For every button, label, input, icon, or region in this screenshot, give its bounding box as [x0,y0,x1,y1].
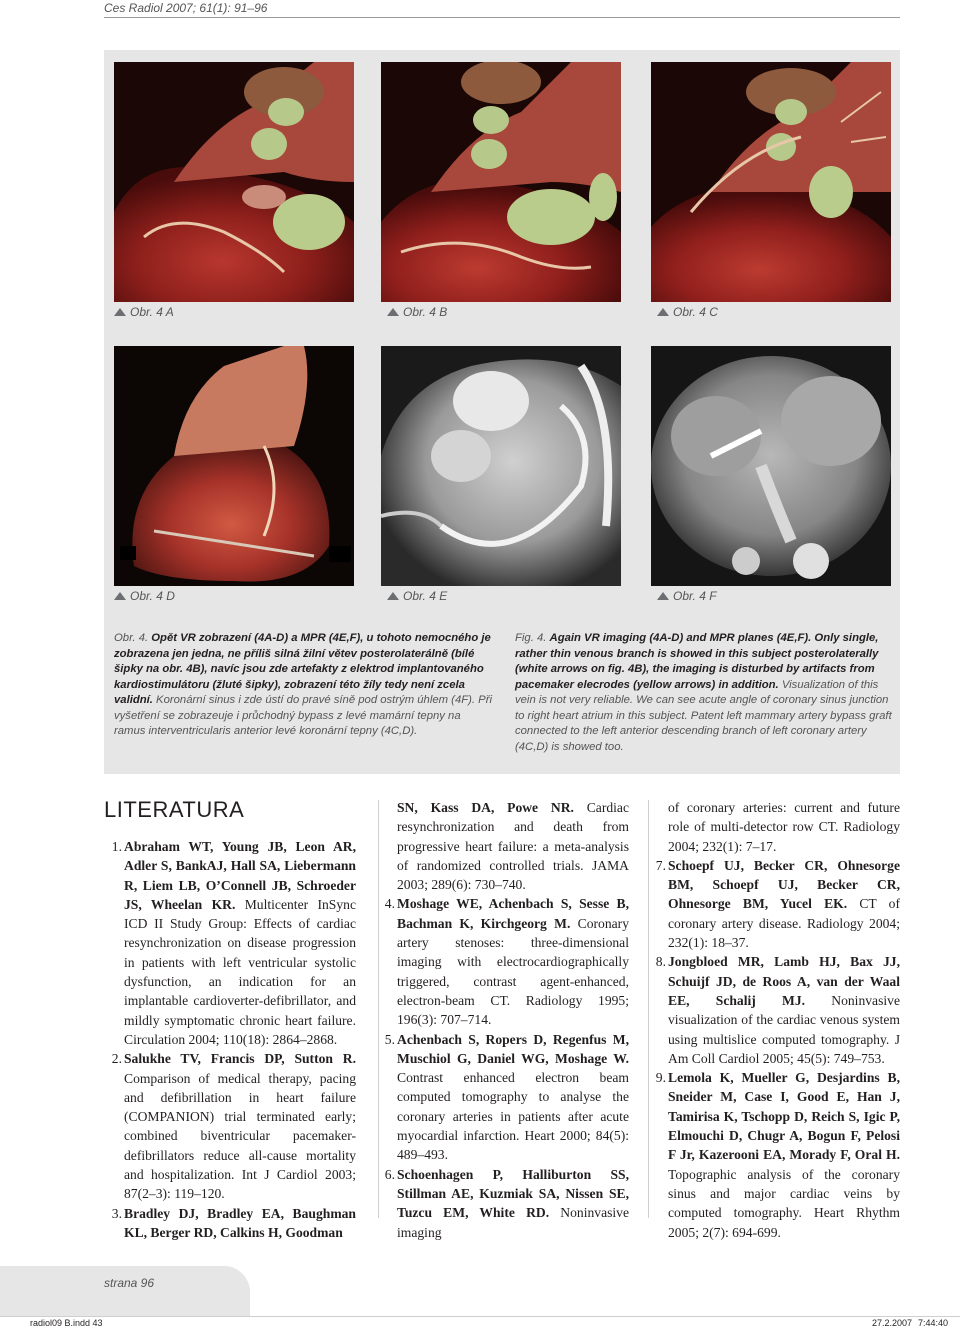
slug-time: 7:44:40 [918,1318,949,1328]
literatura-heading: LITERATURA [104,797,245,822]
references-column-3 [648,798,900,1242]
figure-4c-vr-image [651,62,891,302]
triangle-icon [387,308,399,316]
reference-text: Multicenter InSync ICD II Study Group: Effects of cardiac resynchronization on disease progression in patients with left ventricular systolic dysfunction, an indication for an implantable cardioverter-defibrillator, and mildly symptomatic chronic heart failure. Circulation 2004; 110(18): 2864–2868. [124,896,356,1047]
reference-authors: Schoepf UJ, Becker CR, Ohnesorge BM, Schoepf UJ, Becker CR, Ohnesorge BM, Yucel EK. [668,857,900,912]
reference-number: 3. [111,1205,122,1221]
reference-authors: Schoenhagen P, Halliburton SS, Stillman AE, Kuzmiak SA, Nissen SE, Tuzcu EM, White RD. [397,1166,629,1221]
reference-number: 7. [655,857,666,873]
references-column-2 [377,798,629,1242]
reference-item [377,894,629,1029]
figure-4b-vr-image [381,62,621,302]
reference-text: Noninvasive imaging [397,1205,629,1240]
figure-caption-english: Fig. 4. Again VR imaging (4A-D) and MPR planes (4E,F). Only single, rather thin venous branch is showed in this subject posterolaterally (white arrows on fig. 4B), the imaging is disturbed by artifacts from pacemaker elecrodes (yellow arrows) in addition. Visualization of this vein is not very reliable. We can see acute angle of coronary sinus junction to right heart atrium in this subject. Patent left mammary artery bypass graft connected to the left anterior descending branch of left coronary artery (4C,D) is showed too. [515,632,892,753]
reference-text: Comparison of medical therapy, pacing and defibrillation in heart failure (COMPANION) trial terminated early; combined biventricular pacemaker-defibrillators reduce all-cause mortality and hospitalization. Int J Cardiol 2003; 87(2–3): 119–120. [124,1070,356,1202]
reference-number: 6. [384,1166,395,1182]
figure-4d-label: Obr. 4 D [114,589,175,603]
figure-4f-label: Obr. 4 F [657,589,717,603]
figure-4d-vr-image [114,346,354,586]
page-number-tab [0,1266,250,1316]
reference-number: 9. [655,1070,666,1086]
reference-authors: Bradley DJ, Bradley EA, Baughman KL, Berger RD, Calkins H, Goodman [124,1205,356,1240]
reference-text: Topographic analysis of the coronary sinus and major cardiac veins by computed tomography. Heart Rhythm 2005; 2(7): 694-699. [668,1166,900,1240]
triangle-icon [114,592,126,600]
reference-authors: Achenbach S, Ropers D, Regenfus M, Muschiol G, Daniel WG, Moshage W. [397,1031,629,1066]
reference-text: Noninvasive visualization of the cardiac venous system using multislice computed tomography. J Am Coll Cardiol 2005; 45(5): 749–753. [668,992,900,1066]
reference-text: Coronary artery stenoses: three-dimensional imaging with electrocardiographically triggered, contrast agent-enhanced, electron-beam CT. Radiology 1995; 196(3): 707–714. [397,915,629,1028]
reference-item [104,1049,356,1203]
reference-item [648,798,900,856]
reference-authors: Salukhe TV, Francis DP, Sutton R. [124,1051,356,1067]
reference-authors: Lemola K, Mueller G, Desjardins B, Sneider M, Case I, Good E, Han J, Tamirisa K, Tschopp D, Reich S, Igic P, Elmouchi D, Chugr A, Bogun F, Pelosi F Jr, Kazerooni EA, Morady F, Oral H. [668,1070,900,1163]
slug-filename: radiol09 B.indd 43 [30,1318,103,1328]
triangle-icon [657,592,669,600]
heart-vr-render-c [651,62,891,302]
reference-number: 2. [111,1051,122,1067]
figure-4c-label: Obr. 4 C [657,305,718,319]
heart-vr-render-b [381,62,621,302]
slug-date: 27.2.2007 [872,1318,913,1328]
figure-caption-czech: Obr. 4. Opět VR zobrazení (4A-D) a MPR (4E,F), u tohoto nemocného je zobrazena jen jedna, ne příliš silná žilní větev posterolaterálně (bílé šipky na obr. 4B), navíc jsou zde artefakty z elektrod implantovaného kardiostimulátoru (žluté šipky), zobrazení této žíly tedy není zcela validní. Koronární sinus i zde ústí do pravé síně pod ostrým úhlem (4F). Při vyšetření se zobrazeuje i průchodný bypass z levé mamární tepny na ramus interventricularis anterior levé koronární tepny (4C,D). [114,632,492,737]
page-number: strana 96 [104,1276,155,1290]
reference-authors: Jongbloed MR, Lamb HJ, Bax JJ, Schuijf JD, de Roos A, van der Waal EE, Schalij MJ. [668,954,900,1008]
triangle-icon [114,308,126,316]
reference-text: of coronary arteries: current and future role of multi-detector row CT. Radiology 2004; 232(1): 7–17. [668,800,900,854]
figure-4f-mpr-image [651,346,891,586]
ct-mpr-grayscale-e [381,346,621,586]
figure-4e-label: Obr. 4 E [387,589,447,603]
reference-item [377,798,629,894]
slug-rule [0,1316,960,1317]
heart-vr-render-d [114,346,354,586]
reference-item [377,1030,629,1165]
reference-number: 1. [111,839,122,854]
reference-item [648,952,900,1068]
journal-citation: Ces Radiol 2007; 61(1): 91–96 [104,1,268,15]
figure-panel [104,50,900,774]
running-head [104,0,900,18]
reference-text: CT of coronary artery disease. Radiology 2004; 232(1): 18–37. [668,896,900,951]
reference-text: Cardiac resynchronization and death from progressive heart failure: a meta-analysis of randomized controlled trials. JAMA 2003; 289(6): 730–740. [397,800,630,893]
references-column-1 [104,837,356,1242]
figure-4a-label: Obr. 4 A [114,305,174,319]
figure-4e-mpr-image [381,346,621,586]
triangle-icon [387,592,399,600]
reference-authors: Moshage WE, Achenbach S, Sesse B, Bachman K, Kirchgeorg M. [397,896,629,931]
triangle-icon [657,308,669,316]
reference-number: 5. [384,1031,395,1047]
reference-authors: SN, Kass DA, Powe NR. [397,800,574,815]
heart-vr-render-a [114,62,354,302]
figure-4a-vr-image [114,62,354,302]
reference-item [648,1068,900,1242]
reference-item [648,856,900,952]
ct-mpr-grayscale-f [651,346,891,586]
reference-number: 4. [384,896,395,912]
reference-authors: Abraham WT, Young JB, Leon AR, Adler S, BankAJ, Hall SA, Liebermann R, Liem LB, O’Connell JB, Schroeder JS, Wheelan KR. [124,839,356,912]
reference-item [377,1165,629,1242]
reference-text: Contrast enhanced electron beam computed tomography to analyse the coronary arteries in patients after acute myocardial infarction. Heart 2000; 84(5): 489–493. [397,1070,629,1163]
reference-item [104,1204,356,1243]
reference-number: 8. [655,954,666,970]
figure-4b-label: Obr. 4 B [387,305,447,319]
reference-item [104,837,356,1049]
